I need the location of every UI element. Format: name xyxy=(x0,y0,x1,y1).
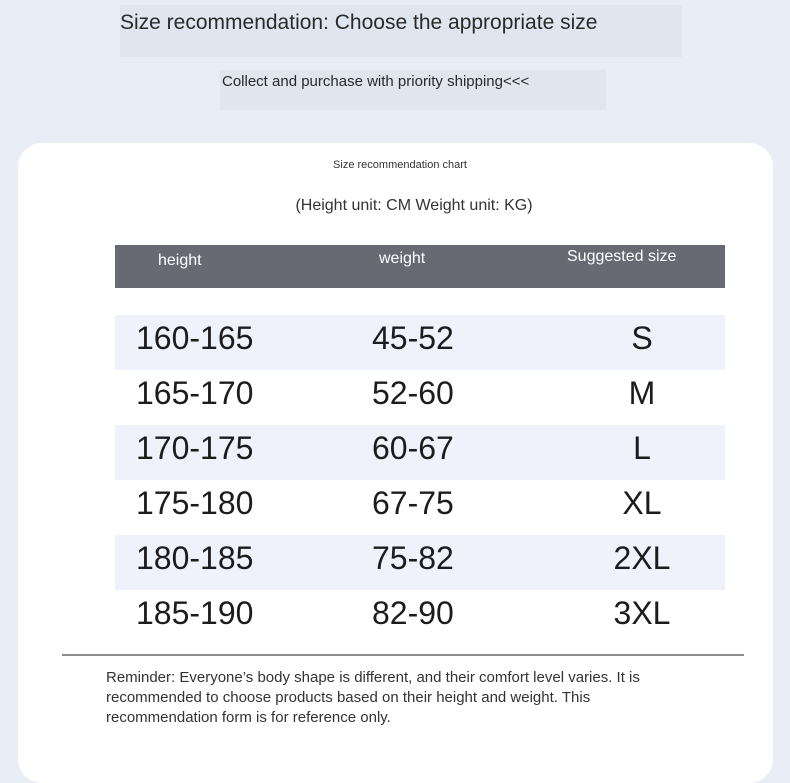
table-row xyxy=(115,425,725,480)
divider xyxy=(62,654,744,656)
table-row xyxy=(115,315,725,370)
page-title xyxy=(120,5,682,57)
weight-cell: 82-90 xyxy=(372,595,454,631)
table-row xyxy=(115,535,725,590)
size-cell: 2XL xyxy=(613,540,671,576)
table-row xyxy=(115,480,725,535)
chart-title: Size recommendation chart xyxy=(333,159,467,171)
height-cell: 185-190 xyxy=(136,595,254,631)
table-header xyxy=(115,245,725,288)
weight-cell: 60-67 xyxy=(372,430,454,466)
size-cell: XL xyxy=(622,485,662,521)
column-header-size: Suggested size xyxy=(567,248,677,265)
table-row xyxy=(115,370,725,425)
page-title-text: Size recommendation: Choose the appropriate size xyxy=(120,11,598,34)
size-cell: L xyxy=(633,430,651,466)
shipping-note-text: Collect and purchase with priority shipping<<< xyxy=(222,73,530,90)
size-cell: 3XL xyxy=(613,595,671,631)
weight-cell: 45-52 xyxy=(372,320,454,356)
size-chart-card xyxy=(18,143,773,783)
size-cell: M xyxy=(628,375,656,411)
size-table-body xyxy=(115,315,725,645)
weight-cell: 67-75 xyxy=(372,485,454,521)
height-cell: 170-175 xyxy=(136,430,254,466)
height-cell: 175-180 xyxy=(136,485,254,521)
weight-cell: 75-82 xyxy=(372,540,454,576)
reminder-text: Reminder: Everyone’s body shape is different, and their comfort level varies. It is recommended to choose products based on their height and weight. This recommendation form is for reference only. xyxy=(106,669,640,726)
height-cell: 160-165 xyxy=(136,320,254,356)
shipping-note xyxy=(220,70,606,110)
column-header-weight: weight xyxy=(379,250,426,267)
unit-note: (Height unit: CM Weight unit: KG) xyxy=(295,197,533,214)
column-header-height: height xyxy=(158,252,202,269)
size-cell: S xyxy=(631,320,653,356)
weight-cell: 52-60 xyxy=(372,375,454,411)
height-cell: 165-170 xyxy=(136,375,254,411)
table-row xyxy=(115,590,725,645)
height-cell: 180-185 xyxy=(136,540,254,576)
